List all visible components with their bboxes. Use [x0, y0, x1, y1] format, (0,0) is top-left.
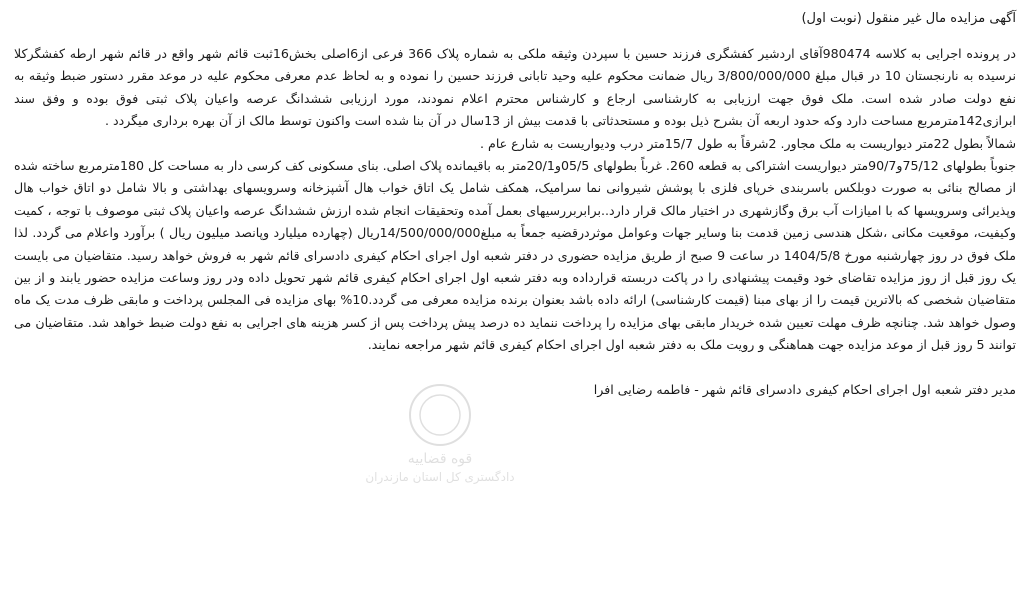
watermark-text-1: قوه قضاییه — [407, 451, 473, 467]
notice-paragraph-case: در پرونده اجرایی به کلاسه 980474آقای اردشیر کفشگری فرزند حسین با سپردن وثیقه ملکی به شماره پلاک 366 فرعی از6اصلی بخش16ثبت قائم شهر واقع در قائم شهر ارطه کفشگرکلا نرسیده به نارنجستان 10 در قبال مبلغ 3/800/000/000 ریال ضمانت محکوم علیه وحید تابانی فرزند حسین را نموده و به لحاظ عدم معرفی محکوم علیه در موعد مقرر دستور ضبط وثیقه به نفع دولت صادر شده است. ملک فوق جهت ارزیابی به کارشناسی ارجاع و کارشناس محترم اعلام نمودند، مورد ارزیابی ششدانگ عرصه واعیان پلاک ثبتی فوق بوده و وفق سند ابرازی142مترمربع مساحت دارد وکه حدود اربعه آن بشرح ذیل بوده و مستحدثاتی با قدمت بیش از 13سال در آن بنا شده است واکنون توسط مالک از آن بهره برداری میگردد . — [14, 46, 1016, 129]
spacer — [14, 30, 1016, 43]
notice-paragraph-auction-terms: جنوباً بطولهای 75/12و90/7متر دیواریست اشتراکی به قطعه 260. غرباً بطولهای 05/5و20/1متر به باقیمانده پلاک اصلی. بنای مسکونی کف کرسی دار به مساحت کل 180مترمربع ساخته شده از مصالح بنائی به صورت دوبلکس باسربندی خرپای فلزی با پوشش شیروانی نما سرامیک، همکف شامل یک اتاق خواب هال آشپزخانه وسرویسهای بهداشتی و بالا شامل دو اتاق خواب هال وپذیرائی وسرویسها که با امیازات آب برق وگازشهری در اختیار مالک قرار دارد..برابربررسیهای بعمل آمده وتحقیقات انجام شده ارزش ششدانگ عرصه واعیان پلاک ثبتی موصوف با توجه ، کمیت وکیفیت، موقعیت مکانی ،شکل هندسی زمین قدمت بنا وسایر جهات وعوامل موثردرقضیه جمعاً به مبلغ14/500/000/000ریال (چهارده میلیارد وپانصد میلیون ریال ) برآورد واعلام می گردد. لذا ملک فوق در روز چهارشنبه مورخ 1404/5/8 در ساعت 9 صبح از طریق مزایده حضوری در دفتر شعبه اول اجرای احکام کیفری دادسرای قائم شهر به فروش خواهد رسید. متقاضیان می بایست یک روز قبل از روز مزایده تقاضای خود وقیمت پیشنهادی را در پاکت دربسته قرارداده وبه دفتر شعبه اول اجرای احکام کیفری قائم شهر تحویل داده ودر روز وساعت مزایده حضور یابند و از بین متقاضیان شخصی که بالاترین قیمت را از بهای مبنا (قیمت کارشناسی) ارائه داده باشد بعنوان برنده مزایده معرفی می گردد.10% بهای مزایده فی المجلس پرداخت و مابقی ظرف مدت یک ماه وصول خواهد شد. چنانچه ظرف مهلت تعیین شده خریدار مابقی بهای مزایده را پرداخت ننماید ده درصد پیش پرداخت پس از کسر هزینه های اجرایی به نفع دولت ضبط خواهد شد. متقاضیان می توانند 5 روز قبل از موعد مزایده جهت هماهنگی و رویت ملک به دفتر شعبه اول اجرای احکام کیفری قائم شهر مراجعه نمایند. — [14, 158, 1016, 353]
notice-paragraph-boundaries: شمالاً بطول 22متر دیواریست به ملک مجاور. 2شرقاً به طول 15/7متر درب ودیواریست به شارع عام . — [480, 135, 1016, 151]
watermark-text-2: دادگستری کل استان مازندران — [365, 470, 515, 484]
spacer — [14, 357, 1016, 379]
notice-signature: مدیر دفتر شعبه اول اجرای احکام کیفری دادسرای قائم شهر - فاطمه رضایی افرا — [593, 381, 1016, 397]
notice-title: آگهی مزایده مال غیر منقول (نوبت اول) — [801, 11, 1016, 26]
